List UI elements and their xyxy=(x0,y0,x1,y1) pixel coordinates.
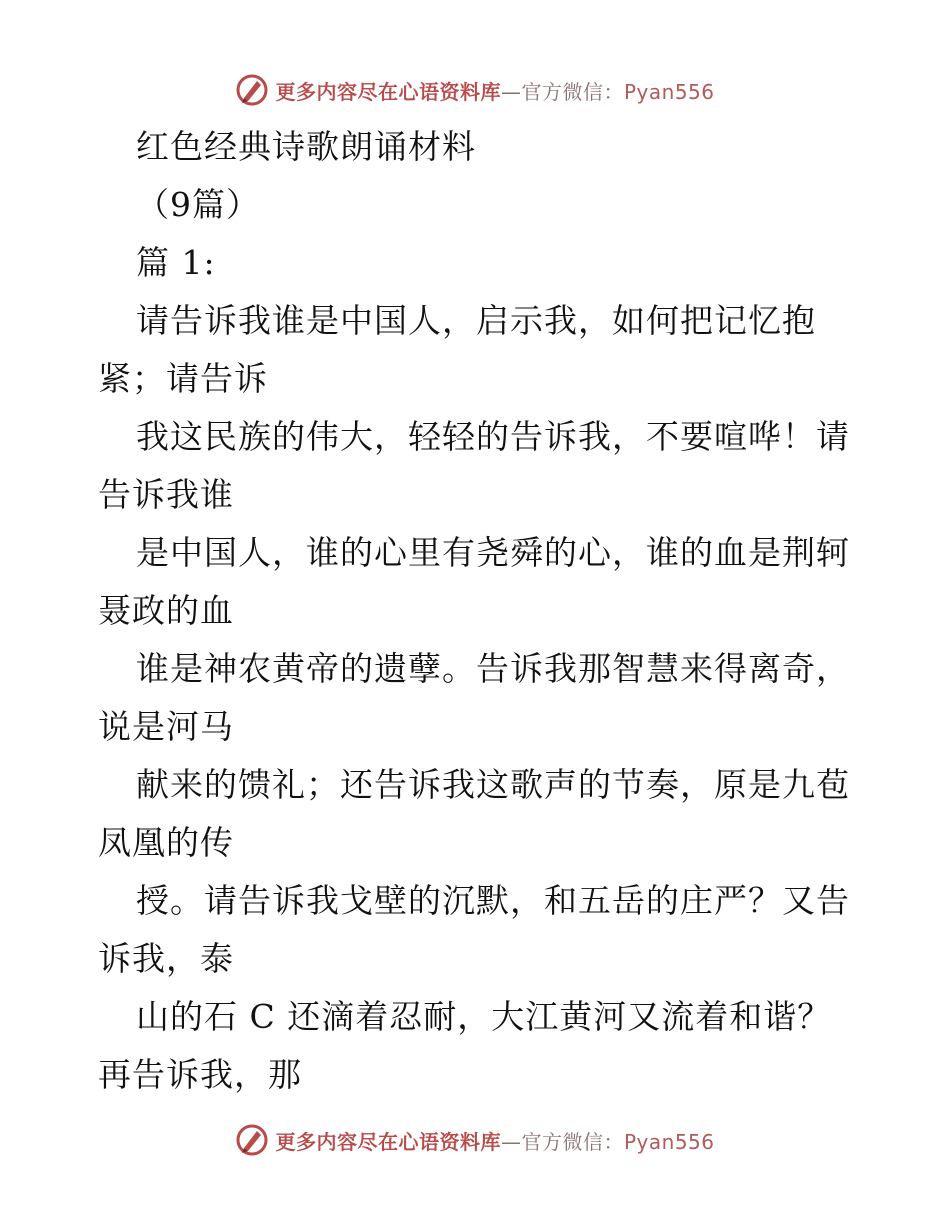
text-line: 我这民族的伟大，轻轻的告诉我，不要喧哗！请 xyxy=(136,417,850,456)
text-line: 红色经典诗歌朗诵材料 xyxy=(136,127,476,166)
text-line: 聂政的血 xyxy=(98,591,234,630)
footer-banner xyxy=(0,1120,950,1160)
text-line: 请告诉我谁是中国人，启示我，如何把记忆抱 xyxy=(136,301,816,340)
pen-logo-icon xyxy=(235,1123,269,1157)
text-line: （9篇） xyxy=(136,185,260,224)
text-line: 说是河马 xyxy=(98,707,234,746)
banner-text xyxy=(275,1126,714,1155)
text-line: 谁是神农黄帝的遗孽。告诉我那智慧来得离奇， xyxy=(136,649,850,688)
text-line: 献来的馈礼；还告诉我这歌声的节奏，原是九苞 xyxy=(136,765,850,804)
text-line: 篇 1: xyxy=(136,243,216,282)
text-line: 紧；请告诉 xyxy=(98,359,268,398)
banner-official: 官方微信： xyxy=(521,1129,624,1154)
banner-handle: Pyan556 xyxy=(623,1129,715,1154)
text-line: 告诉我谁 xyxy=(98,475,234,514)
text-line: 山的石 C 还滴着忍耐，大江黄河又流着和谐？ xyxy=(136,997,832,1036)
text-line: 凤凰的传 xyxy=(98,823,234,862)
text-line: 是中国人，谁的心里有尧舜的心，谁的血是荆轲 xyxy=(136,533,850,572)
banner-text xyxy=(275,76,714,105)
document-body xyxy=(98,118,858,1104)
banner-handle: Pyan556 xyxy=(623,79,715,104)
banner-dash: — xyxy=(500,79,522,104)
header-banner xyxy=(0,70,950,110)
text-line: 再告诉我，那 xyxy=(98,1055,302,1094)
text-line: 授。请告诉我戈壁的沉默，和五岳的庄严？又告 xyxy=(136,881,850,920)
banner-dash: — xyxy=(500,1129,522,1154)
banner-official: 官方微信： xyxy=(521,79,624,104)
banner-main: 更多内容尽在心语资料库 xyxy=(275,79,501,104)
text-line: 诉我，泰 xyxy=(98,939,234,978)
banner-main: 更多内容尽在心语资料库 xyxy=(275,1129,501,1154)
pen-logo-icon xyxy=(235,73,269,107)
